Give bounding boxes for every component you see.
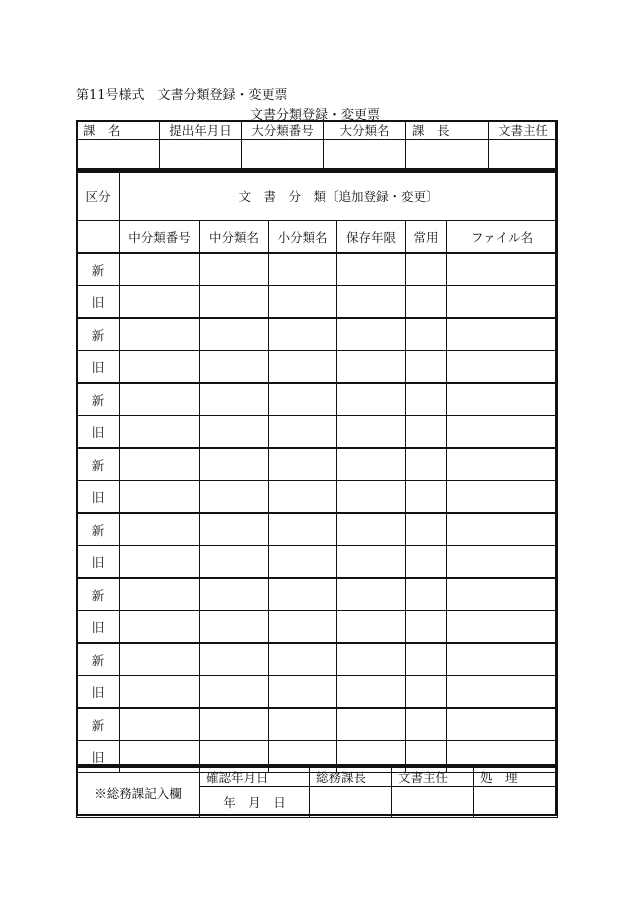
row-type-label: 新 [77, 513, 120, 546]
row-file-name[interactable] [447, 448, 558, 481]
row-middle-number[interactable] [120, 286, 200, 319]
row-regular-use[interactable] [406, 611, 447, 644]
table-row [77, 318, 558, 351]
kubun-label: 区分 [77, 171, 120, 221]
row-retention[interactable] [337, 676, 406, 709]
row-middle-number[interactable] [120, 611, 200, 644]
table-row [77, 481, 558, 514]
row-middle-number[interactable] [120, 708, 200, 741]
row-minor-name[interactable] [269, 611, 337, 644]
row-retention[interactable] [337, 318, 406, 351]
row-type-label: 新 [77, 643, 120, 676]
row-middle-number[interactable] [120, 481, 200, 514]
row-retention[interactable] [337, 546, 406, 579]
header-col-major-number: 大分類番号 [242, 121, 324, 140]
header-input-section-name[interactable] [77, 140, 160, 173]
row-regular-use[interactable] [406, 351, 447, 384]
row-regular-use[interactable] [406, 676, 447, 709]
row-middle-name[interactable] [200, 351, 269, 384]
row-retention[interactable] [337, 253, 406, 286]
row-regular-use[interactable] [406, 513, 447, 546]
row-type-label: 旧 [77, 741, 120, 773]
row-regular-use[interactable] [406, 416, 447, 449]
header-col-submit-date: 提出年月日 [160, 121, 242, 140]
row-file-name[interactable] [447, 643, 558, 676]
classification-table [76, 170, 558, 773]
row-regular-use[interactable] [406, 448, 447, 481]
row-type-label: 旧 [77, 546, 120, 579]
header-col-major-name: 大分類名 [324, 121, 406, 140]
row-middle-number[interactable] [120, 416, 200, 449]
row-middle-number[interactable] [120, 448, 200, 481]
row-type-label: 旧 [77, 416, 120, 449]
footer-general-chief-field[interactable] [310, 787, 392, 818]
row-type-label: 新 [77, 448, 120, 481]
row-file-name[interactable] [447, 416, 558, 449]
row-minor-name[interactable] [269, 318, 337, 351]
row-middle-name[interactable] [200, 611, 269, 644]
row-retention[interactable] [337, 286, 406, 319]
footer-col-process: 処 理 [474, 767, 558, 787]
row-middle-number[interactable] [120, 351, 200, 384]
row-file-name[interactable] [447, 351, 558, 384]
row-middle-number[interactable] [120, 643, 200, 676]
row-middle-number[interactable] [120, 318, 200, 351]
row-middle-name[interactable] [200, 676, 269, 709]
row-middle-name[interactable] [200, 513, 269, 546]
header-table [76, 120, 558, 173]
classification-heading: 文 書 分 類〔追加登録・変更〕 [120, 171, 558, 221]
row-minor-name[interactable] [269, 253, 337, 286]
row-file-name[interactable] [447, 481, 558, 514]
row-middle-name[interactable] [200, 546, 269, 579]
header-col-section-name: 課 名 [77, 121, 160, 140]
row-file-name[interactable] [447, 383, 558, 416]
row-file-name[interactable] [447, 546, 558, 579]
row-regular-use[interactable] [406, 643, 447, 676]
rows-body [77, 253, 558, 773]
table-row [77, 448, 558, 481]
row-middle-name[interactable] [200, 643, 269, 676]
row-middle-number[interactable] [120, 383, 200, 416]
row-retention[interactable] [337, 513, 406, 546]
row-minor-name[interactable] [269, 676, 337, 709]
col-kubun-blank [77, 221, 120, 254]
header-input-major-name[interactable] [324, 140, 406, 173]
row-regular-use[interactable] [406, 383, 447, 416]
table-row [77, 513, 558, 546]
row-regular-use[interactable] [406, 578, 447, 611]
footer-doc-officer-field[interactable] [392, 787, 474, 818]
row-middle-number[interactable] [120, 513, 200, 546]
row-retention[interactable] [337, 578, 406, 611]
footer-date-field[interactable]: 年 月 日 [200, 787, 310, 818]
row-regular-use[interactable] [406, 546, 447, 579]
row-regular-use[interactable] [406, 708, 447, 741]
col-file-name: ファイル名 [447, 221, 558, 254]
row-middle-number[interactable] [120, 546, 200, 579]
row-type-label: 新 [77, 383, 120, 416]
row-regular-use[interactable] [406, 318, 447, 351]
row-retention[interactable] [337, 448, 406, 481]
row-minor-name[interactable] [269, 643, 337, 676]
row-minor-name[interactable] [269, 578, 337, 611]
row-file-name[interactable] [447, 513, 558, 546]
row-type-label: 新 [77, 708, 120, 741]
footer-col-general-chief: 総務課長 [310, 767, 392, 787]
row-regular-use[interactable] [406, 253, 447, 286]
row-retention[interactable] [337, 416, 406, 449]
footer-process-field[interactable] [474, 787, 558, 818]
row-type-label: 新 [77, 253, 120, 286]
col-regular-use: 常用 [406, 221, 447, 254]
row-retention[interactable] [337, 351, 406, 384]
table-row [77, 676, 558, 709]
row-type-label: 旧 [77, 481, 120, 514]
row-type-label: 旧 [77, 286, 120, 319]
header-input-doc-officer[interactable] [489, 140, 558, 173]
header-input-major-number[interactable] [242, 140, 324, 173]
row-file-name[interactable] [447, 578, 558, 611]
row-retention[interactable] [337, 383, 406, 416]
row-minor-name[interactable] [269, 546, 337, 579]
table-row [77, 383, 558, 416]
row-type-label: 旧 [77, 351, 120, 384]
row-retention[interactable] [337, 611, 406, 644]
row-middle-number[interactable] [120, 676, 200, 709]
header-input-section-chief[interactable] [406, 140, 489, 173]
row-type-label: 旧 [77, 676, 120, 709]
row-middle-name[interactable] [200, 318, 269, 351]
row-middle-name[interactable] [200, 448, 269, 481]
row-middle-name[interactable] [200, 578, 269, 611]
form-label: 第11号様式 文書分類登録・変更票 [76, 88, 288, 103]
table-row [77, 253, 558, 286]
row-type-label: 新 [77, 578, 120, 611]
row-file-name[interactable] [447, 611, 558, 644]
row-middle-name[interactable] [200, 481, 269, 514]
row-middle-name[interactable] [200, 416, 269, 449]
row-minor-name[interactable] [269, 448, 337, 481]
row-minor-name[interactable] [269, 351, 337, 384]
col-retention: 保存年限 [337, 221, 406, 254]
table-row [77, 351, 558, 384]
table-row [77, 578, 558, 611]
footer-label: ※総務課記入欄 [77, 767, 200, 818]
header-col-section-chief: 課 長 [406, 121, 489, 140]
row-file-name[interactable] [447, 286, 558, 319]
table-row [77, 546, 558, 579]
col-middle-name: 中分類名 [200, 221, 269, 254]
col-minor-name: 小分類名 [269, 221, 337, 254]
form-title: 文書分類登録・変更票 [249, 108, 380, 123]
row-file-name[interactable] [447, 676, 558, 709]
row-file-name[interactable] [447, 253, 558, 286]
footer-col-confirm-date: 確認年月日 [200, 767, 310, 787]
row-minor-name[interactable] [269, 708, 337, 741]
row-type-label: 新 [77, 318, 120, 351]
header-col-doc-officer: 文書主任 [489, 121, 558, 140]
row-minor-name[interactable] [269, 383, 337, 416]
table-row [77, 286, 558, 319]
row-regular-use[interactable] [406, 481, 447, 514]
row-file-name[interactable] [447, 708, 558, 741]
row-middle-name[interactable] [200, 708, 269, 741]
row-retention[interactable] [337, 643, 406, 676]
table-row [77, 416, 558, 449]
row-retention[interactable] [337, 708, 406, 741]
row-regular-use[interactable] [406, 286, 447, 319]
row-middle-name[interactable] [200, 286, 269, 319]
row-file-name[interactable] [447, 318, 558, 351]
table-row [77, 643, 558, 676]
row-type-label: 旧 [77, 611, 120, 644]
col-middle-number: 中分類番号 [120, 221, 200, 254]
row-minor-name[interactable] [269, 416, 337, 449]
header-input-submit-date[interactable] [160, 140, 242, 173]
row-minor-name[interactable] [269, 286, 337, 319]
footer-table [76, 766, 558, 818]
footer-col-doc-officer: 文書主任 [392, 767, 474, 787]
row-middle-number[interactable] [120, 253, 200, 286]
row-middle-number[interactable] [120, 578, 200, 611]
row-minor-name[interactable] [269, 481, 337, 514]
table-row [77, 611, 558, 644]
table-row [77, 708, 558, 741]
row-middle-name[interactable] [200, 253, 269, 286]
row-retention[interactable] [337, 481, 406, 514]
row-middle-name[interactable] [200, 383, 269, 416]
row-minor-name[interactable] [269, 513, 337, 546]
